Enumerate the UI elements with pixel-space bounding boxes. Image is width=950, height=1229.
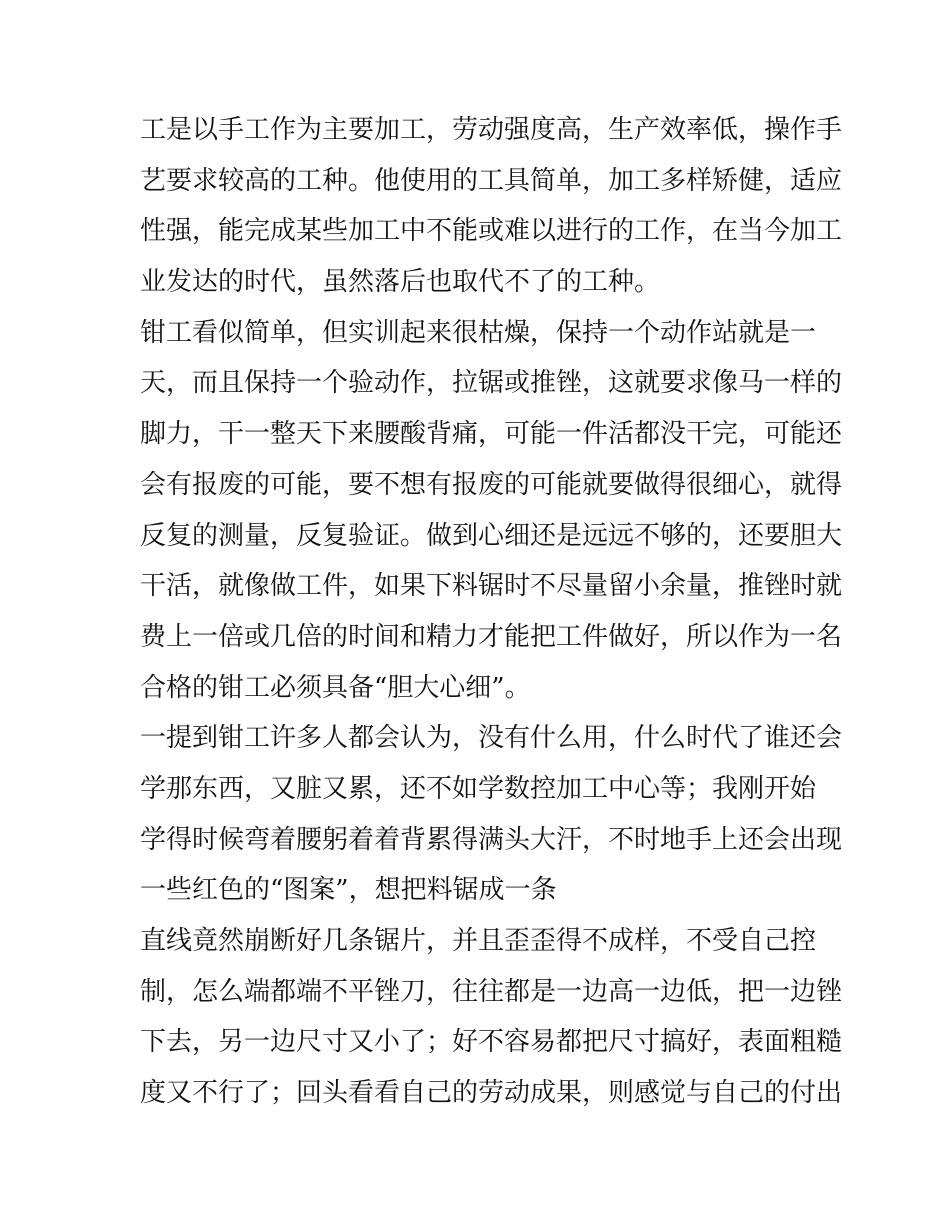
text-line: 一些红色的“图案”，想把料锯成一条 xyxy=(140,875,557,906)
text-line: 艺要求较高的工种。他使用的工具简单，加工多样矫健，适应 xyxy=(140,165,843,196)
text-line: 钳工看似简单，但实训起来很枯燥，保持一个动作站就是一 xyxy=(140,317,817,348)
text-line: 天，而且保持一个验动作，拉锯或推锉，这就要求像马一样的 xyxy=(140,368,843,399)
text-line: 学那东西，又脏又累，还不如学数控加工中心等；我刚开始 xyxy=(140,773,817,804)
text-line: 性强，能完成某些加工中不能或难以进行的工作，在当今加工 xyxy=(140,216,843,247)
text-line: 会有报废的可能，要不想有报废的可能就要做得很细心，就得 xyxy=(140,469,843,500)
text-line: 工是以手工作为主要加工，劳动强度高，生产效率低，操作手 xyxy=(140,115,843,145)
body-text xyxy=(140,105,843,1119)
text-line: 合格的钳工必须具备“胆大心细”。 xyxy=(140,672,531,703)
text-line: 直线竟然崩断好几条锯片，并且歪歪得不成样，不受自己控 xyxy=(140,926,817,956)
text-line: 干活，就像做工件，如果下料锯时不尽量留小余量，推锉时就 xyxy=(140,571,843,602)
text-line: 费上一倍或几倍的时间和精力才能把工件做好，所以作为一名 xyxy=(140,621,843,652)
text-line: 一提到钳工许多人都会认为，没有什么用，什么时代了谁还会 xyxy=(140,723,843,754)
text-line: 脚力，干一整天下来腰酸背痛，可能一件活都没干完，可能还 xyxy=(140,419,843,450)
text-line: 业发达的时代，虽然落后也取代不了的工种。 xyxy=(140,267,661,298)
text-line: 学得时候弯着腰躬着着背累得满头大汗，不时地手上还会出现 xyxy=(140,824,843,855)
text-line: 制，怎么端都端不平锉刀，往往都是一边高一边低，把一边锉 xyxy=(140,976,843,1007)
text-line: 度又不行了；回头看看自己的劳动成果，则感觉与自己的付出 xyxy=(140,1078,843,1109)
text-line: 反复的测量，反复验证。做到心细还是远远不够的，还要胆大 xyxy=(140,520,843,551)
text-line: 下去，另一边尺寸又小了；好不容易都把尺寸搞好，表面粗糙 xyxy=(140,1027,843,1058)
